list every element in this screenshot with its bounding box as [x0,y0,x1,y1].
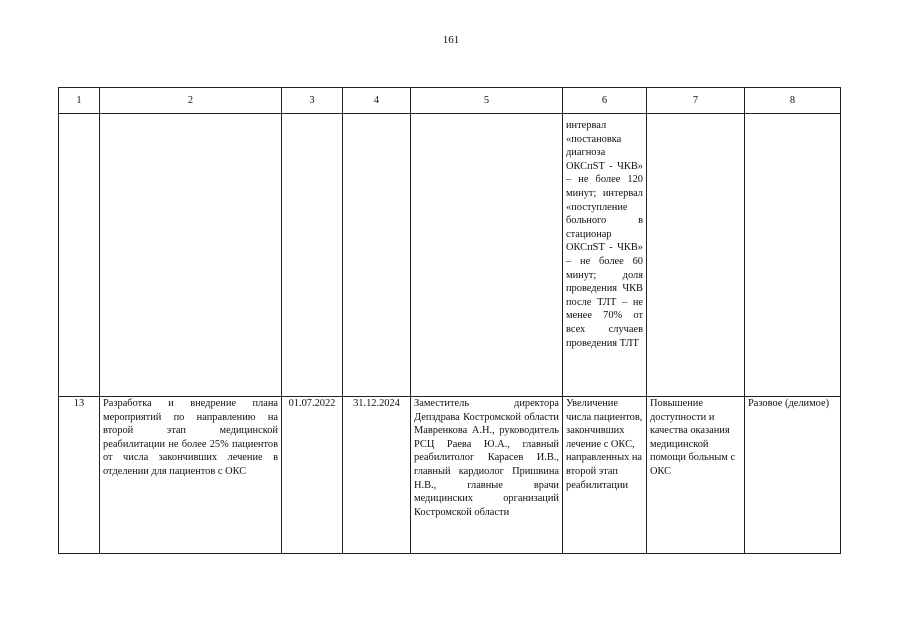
cell-empty [647,114,745,397]
indicator-cell: Увеличение числа пациентов, закончивших лечение с ОКС, направленных на второй этап реабилитации [563,397,647,554]
cell-empty [59,114,100,397]
column-number-4: 4 [343,88,411,114]
plan-table [58,87,841,554]
event-type-cell: Разовое (делимое) [745,397,841,554]
end-date-cell: 31.12.2024 [343,397,411,554]
column-number-8: 8 [745,88,841,114]
column-number-1: 1 [59,88,100,114]
column-number-5: 5 [411,88,563,114]
start-date-cell: 01.07.2022 [282,397,343,554]
indicator-continuation-cell: интервал «постановка диагноза ОКСпST - ЧКВ» – не более 120 минут; интервал «поступление больного в стационар ОКСпST - ЧКВ» – не более 60 минут; доля проведения ЧКВ после ТЛТ – не менее 70% от всех случаев проведения ТЛТ [563,114,647,397]
continuation-row [59,114,841,397]
page-number: 161 [442,34,460,46]
column-number-3: 3 [282,88,343,114]
cell-empty [411,114,563,397]
table-row-13 [59,397,841,554]
column-number-6: 6 [563,88,647,114]
cell-empty [100,114,282,397]
action-cell: Разработка и внедрение плана мероприятий по направлению на второй этап медицинской реабилитации не более 25% пациентов от числа закончивших лечение в отделении для пациентов с ОКС [100,397,282,554]
responsible-cell: Заместитель директора Депздрава Костромской области Мавренкова А.Н., руководитель РСЦ Раева Ю.А., главный реабилитолог Карасев И.В., главный кардиолог Пришвина Н.В., главные врачи медицинских организаций Костромской области [411,397,563,554]
header-row [59,88,841,114]
cell-empty [282,114,343,397]
result-cell: Повышение доступности и качества оказания медицинской помощи больным с ОКС [647,397,745,554]
cell-empty [343,114,411,397]
column-number-2: 2 [100,88,282,114]
row-number-cell: 13 [59,397,100,554]
cell-empty [745,114,841,397]
column-number-7: 7 [647,88,745,114]
